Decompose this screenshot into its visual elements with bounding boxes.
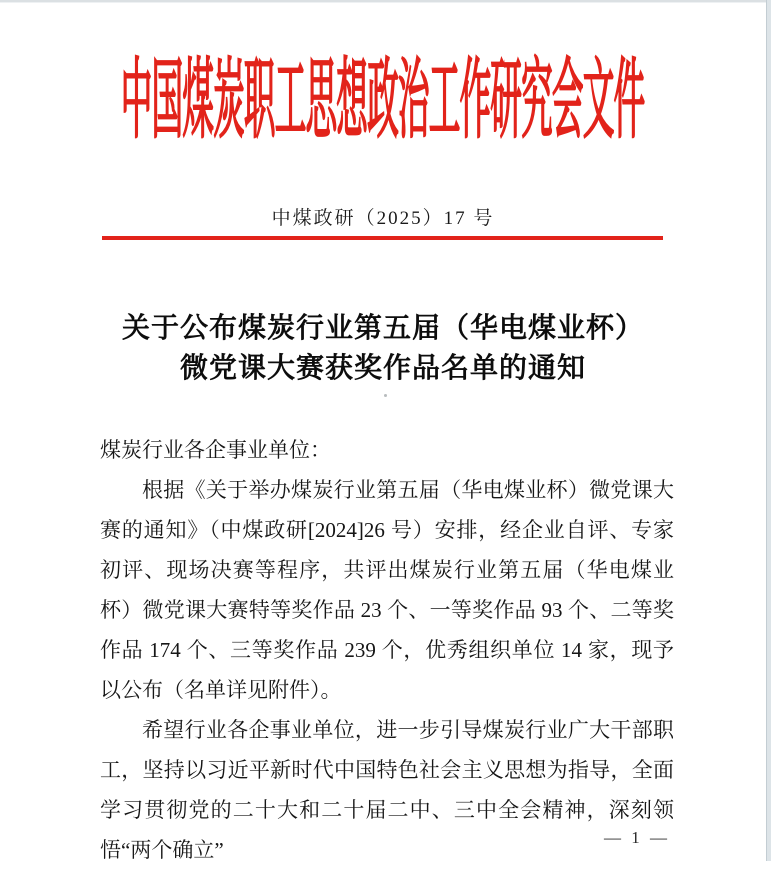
letterhead-title: 中国煤炭职工思想政治工作研究会文件: [121, 51, 645, 150]
body-paragraph: 根据《关于举办煤炭行业第五届（华电煤业杯）微党课大赛的通知》（中煤政研[2024]26 号）安排，经企业自评、专家初评、现场决赛等程序，共评出煤炭行业第五届（华电煤业杯）微党课大赛特等奖作品 23 个、一等奖作品 93 个、二等奖作品 174 个、三等奖作品 239 个，优秀组织单位 14 家，现予以公布（名单详见附件）。: [100, 478, 674, 702]
document-title: [0, 309, 766, 389]
document-body: [100, 430, 674, 870]
document-title-line1: 关于公布煤炭行业第五届（华电煤业杯）: [121, 313, 644, 344]
scan-artifact-dot: [384, 394, 387, 397]
letterhead: [0, 44, 766, 150]
page-edge-right: [766, 0, 771, 861]
document-title-line2: 微党课大赛获奖作品名单的通知: [179, 353, 586, 384]
document-number: 中煤政研（2025）17 号: [271, 208, 495, 229]
page-number: — 1 —: [604, 828, 670, 847]
salutation: 煤炭行业各企事业单位：: [100, 438, 331, 462]
body-paragraph: 希望行业各企事业单位，进一步引导煤炭行业广大干部职工，坚持以习近平新时代中国特色社会主义思想为指导，全面学习贯彻党的二十大和二十届二中、三中全会精神，深刻领悟“两个确立”: [100, 718, 674, 862]
red-divider-rule: [102, 236, 663, 240]
page-edge-top: [0, 0, 771, 3]
